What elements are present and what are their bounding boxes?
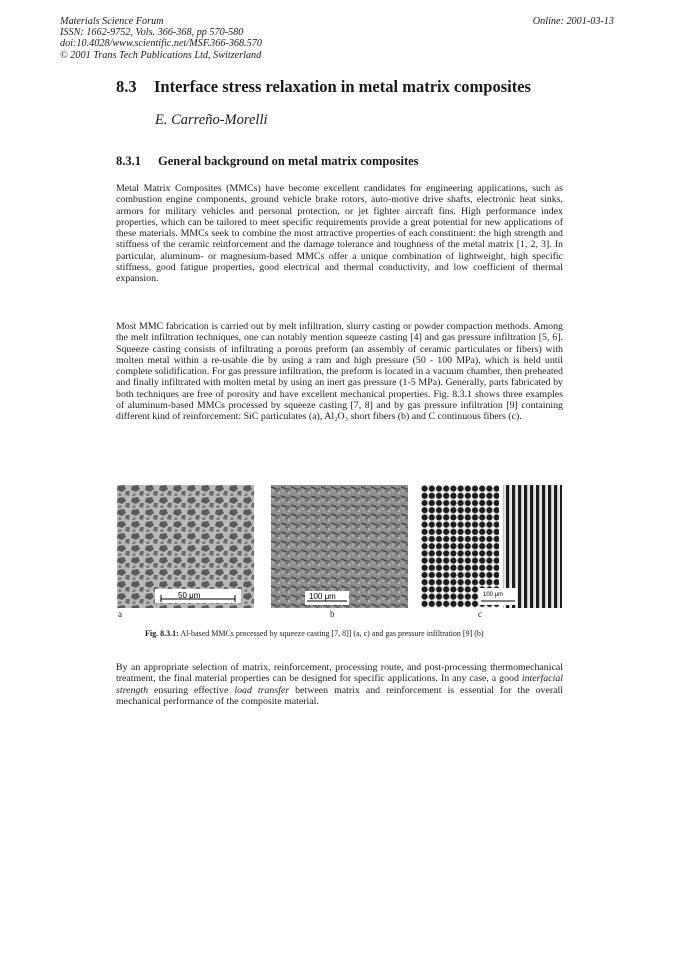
subsection-title <box>116 154 419 169</box>
scale-bar-c: 100 μm <box>483 592 504 598</box>
issn-line: ISSN: 1662-9752, Vols. 366-368, pp 570-580 <box>60 27 244 39</box>
scale-bar-a: 50 μm <box>178 591 201 600</box>
paragraph-3-post: between matrix and reinforcement is essential for the overall mechanical performance of the composite material. <box>116 684 563 707</box>
journal-name: Materials Science Forum <box>60 16 164 27</box>
emphasis-interfacial-strength: interfacial strength <box>116 673 563 696</box>
online-date: Online: 2001-03-13 <box>532 16 614 27</box>
paragraph-2: Most MMC fabrication is carried out by melt infiltration, slurry casting or powder compaction methods. Among the melt infiltration techniques, one can notably mention squeeze casting [4] and gas pressure infiltration [5, 6]. Squeeze casting consists of infiltrating a porous preform (an assembly of ceramic particulates or fibers) with molten metal within a re-usable die by using a ram and high pressure (50 - 100 MPa), which is held until complete solidification. For gas pressure infiltration, the preform is located in a vacuum chamber, then preheated and finally infiltrated with molten metal by using an inert gas pressure (1-5 MPa). Generally, parts fabricated by both techniques are free of porosity and have excellent mechanical properties. Fig. 8.3.1 shows three examples of aluminum-based MMCs processed by squeeze casting [7, 8] and by gas pressure infiltration [9] containing different kind of reinforcement: SiC particulates (a), Al₂O₃ short fibers (b) and C continuous fibers (c). <box>116 321 563 423</box>
figure-caption <box>145 629 484 638</box>
micrograph-c <box>421 485 562 608</box>
author-name: E. Carreño-Morelli <box>155 112 268 128</box>
emphasis-load-transfer: load transfer <box>234 684 290 696</box>
micrograph-c-image <box>421 485 562 608</box>
figure-caption-text: Al-based MMCs processed by squeeze casting [7, 8]] (a, c) and gas pressure infiltration [9] (b) <box>178 629 484 638</box>
paragraph-3-mid: ensuring effective <box>148 684 235 696</box>
micrograph-a <box>117 485 254 608</box>
subsection-title-text: General background on metal matrix composites <box>158 154 419 168</box>
subsection-number: 8.3.1 <box>116 154 141 168</box>
doi-line[interactable]: doi:10.4028/www.scientific.net/MSF.366-368.570 <box>60 38 262 50</box>
micrograph-b-image <box>271 485 408 608</box>
section-number: 8.3 <box>116 77 137 96</box>
copyright-line: © 2001 Trans Tech Publications Ltd, Switzerland <box>60 49 262 61</box>
figure-label-c: c <box>478 609 482 619</box>
micrograph-a-image <box>117 485 254 608</box>
paragraph-3-pre: By an appropriate selection of matrix, reinforcement, processing route, and post-processing thermomechanical treatment, the final material properties can be designed for specific applications. In any case, a good <box>116 662 563 685</box>
figure-label-a: a <box>118 609 122 619</box>
micrograph-b <box>271 485 408 608</box>
section-title-text: Interface stress relaxation in metal matrix composites <box>154 77 531 96</box>
section-title <box>116 77 531 97</box>
paragraph-3 <box>116 662 563 707</box>
journal-header <box>60 16 262 61</box>
scale-bar-b: 100 μm <box>309 592 336 601</box>
figure-caption-label: Fig. 8.3.1: <box>145 629 179 638</box>
figure-label-b: b <box>330 609 335 619</box>
paragraph-1: Metal Matrix Composites (MMCs) have become excellent candidates for engineering applications, such as combustion engine components, ground vehicle brake rotors, auto-motive drive shafts, electronic heat sinks, armors for military vehicles and personal protection, or jet fighter aircraft fins. High performance index properties, which can be tailored to meet specific requirements provide a great potential for new applications of these materials. MMCs seek to combine the most attractive properties of each constituent: the high strength and stiffness of the ceramic reinforcement and the damage tolerance and toughness of the metal matrix [1, 2, 3]. In particular, aluminum- or magnesium-based MMCs offer a unique combination of lightweight, high specific stiffness, good fatigue properties, good electrical and thermal conductivity, and low coefficient of thermal expansion. <box>116 183 563 285</box>
